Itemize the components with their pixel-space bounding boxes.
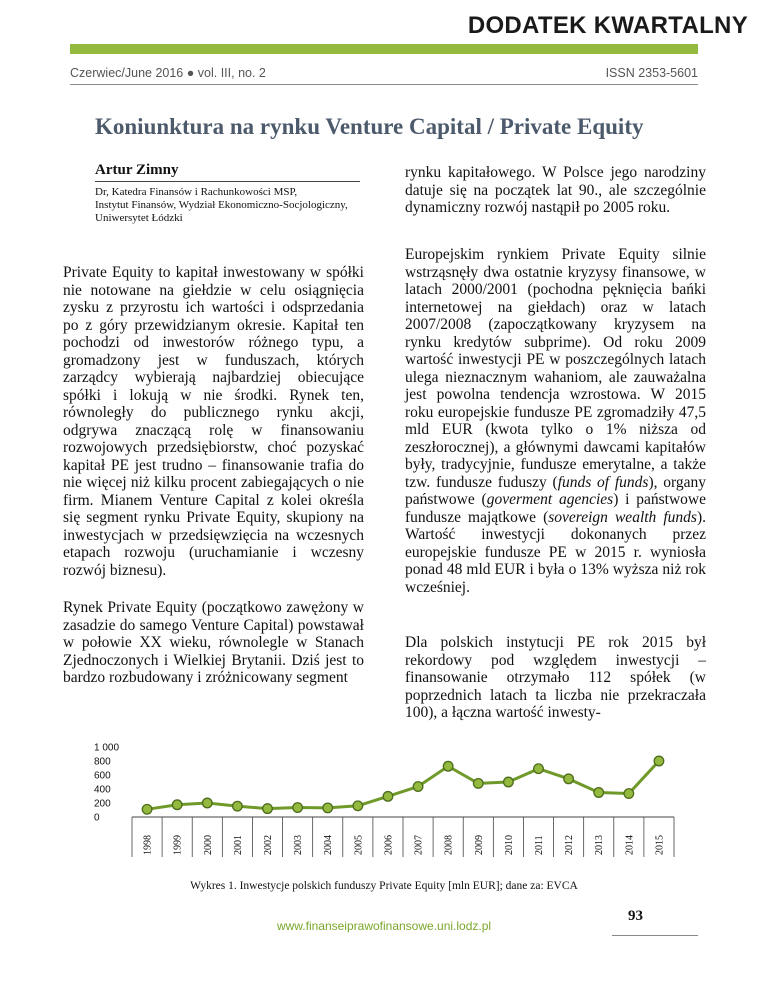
- footer-url[interactable]: www.finanseiprawofinansowe.uni.lodz.pl: [276, 919, 492, 933]
- data-point: [142, 805, 152, 815]
- author-divider: [95, 181, 360, 182]
- emphasis: sovereign wealth funds: [548, 508, 697, 526]
- data-point: [233, 801, 243, 811]
- x-tick-label: 2013: [594, 835, 606, 855]
- data-point: [353, 801, 363, 811]
- x-tick-label: 2008: [443, 835, 455, 855]
- y-tick-label: 400: [94, 784, 111, 796]
- data-point: [293, 803, 303, 813]
- data-point: [473, 779, 483, 789]
- x-tick-label: 2004: [323, 835, 335, 855]
- data-point: [413, 782, 423, 792]
- journal-title: DODATEK KWARTALNY: [467, 12, 748, 39]
- y-tick-label: 600: [94, 770, 111, 782]
- x-tick-label: 2014: [624, 835, 636, 855]
- y-tick-label: 0: [94, 812, 100, 824]
- x-tick-label: 2011: [534, 835, 545, 855]
- data-point: [504, 777, 514, 787]
- x-tick-label: 2009: [473, 835, 485, 855]
- series-line: [147, 761, 659, 809]
- issn: ISSN 2353-5601: [605, 66, 698, 80]
- x-tick-label: 2001: [232, 835, 244, 855]
- affiliation-line: Dr, Katedra Finansów i Rachunkowości MSP,: [95, 186, 298, 198]
- y-tick-label: 1 000: [94, 742, 120, 754]
- data-point: [202, 798, 212, 808]
- x-tick-label: 2007: [413, 835, 425, 855]
- header-divider: [70, 84, 698, 85]
- body-paragraph: rynku kapitałowego. W Polsce jego narodziny datuje się na początek lat 90., ale szczególnie dynamiczny rozwój nastąpił po 2005 roku.: [405, 164, 706, 216]
- data-point: [172, 800, 182, 810]
- body-paragraph: Private Equity to kapitał inwestowany w spółki nie notowane na giełdzie w celu osiągnięcia zysku z przyrostu ich wartości i odsprzedania po z góry przewidzianym okresie. Kapitał ten pochodzi od inwestorów różnego typu, a gromadzony jest w funduszach, których zarządcy wybierają najbardziej obiecujące spółki i lokują w nie środki. Rynek ten, równoległy do publicznego rynku akcji, odgrywa znaczącą rolę w finansowaniu rozwojowych przedsiębiorstw, choć pozyskać kapitał PE jest trudno – finansowanie trafia do nie więcej niż kilku procent zabiegających o nie firm. Mianem Venture Capital z kolei określa się segment rynku Private Equity, skupiony na inwestycjach w przedsięwzięcia na wczesnych etapach rozwoju (uruchamianie i wczesny rozwój biznesu).: [63, 264, 364, 579]
- body-paragraph: Dla polskich instytucji PE rok 2015 był rekordowy pod względem inwestycji – finansowanie otrzymało 112 spółek (w poprzednich latach ta liczba nie przekraczała 100), a łączna wartość inwesty-: [405, 634, 706, 721]
- x-tick-label: 2000: [202, 835, 214, 855]
- x-tick-label: 2005: [353, 835, 365, 855]
- data-point: [654, 756, 664, 766]
- x-tick-label: 2010: [503, 835, 515, 855]
- page-number-divider: [612, 935, 698, 936]
- body-paragraph: Rynek Private Equity (początkowo zawężony w zasadzie do samego Venture Capital) powstawał w połowie XX wieku, równolegle w Stanach Zjednoczonych i Wielkiej Brytanii. Dziś jest to bardzo rozbudowany i zróżnicowany segment: [63, 599, 364, 686]
- page-number: 93: [628, 908, 643, 924]
- article-title: Koniunktura na rynku Venture Capital / Private Equity: [95, 114, 644, 139]
- issue-info: [70, 66, 266, 80]
- issue-label: Czerwiec/June 2016: [70, 66, 184, 80]
- data-point: [534, 764, 544, 774]
- emphasis: funds of funds: [557, 473, 649, 491]
- x-tick-label: 2006: [383, 835, 395, 855]
- x-tick-label: 2015: [654, 835, 666, 855]
- emphasis: goverment agencies: [486, 491, 614, 508]
- volume-label: vol. III, no. 2: [197, 66, 266, 80]
- affiliation-line: Instytut Finansów, Wydział Ekonomiczno-Socjologiczny,: [95, 199, 348, 211]
- x-tick-label: 1999: [172, 835, 184, 855]
- line-chart: [0, 735, 768, 875]
- chart-caption: Wykres 1. Inwestycje polskich funduszy Private Equity [mln EUR]; dane za: EVCA: [190, 880, 578, 892]
- data-point: [594, 788, 604, 798]
- x-tick-label: 1998: [142, 835, 154, 855]
- y-tick-label: 800: [94, 756, 111, 768]
- x-tick-label: 2002: [263, 835, 274, 855]
- author-name: Artur Zimny: [95, 162, 179, 178]
- body-paragraph: Europejskim rynkiem Private Equity silnie wstrząsnęły dwa ostatnie kryzysy finansowe, w latach 2000/2001 (pochodna pęknięcia bańki internetowej na giełdach) oraz w latach 2007/2008 (zapoczątkowany kryzysem na rynku kredytów subprime). Od roku 2009 wartość inwestycji PE w poszczególnych latach ulega nieznacznym wahaniom, ale zauważalna jest powolna tendencja wzrostowa. W 2015 roku europejskie fundusze PE zgromadziły 47,5 mld EUR (kwota tylko o 1% niższa od zeszłorocznej), a głównymi dawcami kapitałów były, tradycyjnie, fundusze emerytalne, a także tzw. fundusze fuduszy (funds of funds), organy państwowe (goverment agencies) i państwowe fundusze majątkowe (sovereign wealth funds). Wartość inwestycji dokonanych przez europejskie fundusze PE w 2015 r. wyniosła ponad 48 mld EUR i była o 13% wyższa niż rok wcześniej.: [405, 246, 707, 596]
- data-point: [263, 804, 273, 814]
- x-tick-label: 2012: [564, 835, 576, 855]
- data-point: [443, 761, 453, 771]
- data-point: [323, 803, 333, 813]
- data-point: [383, 792, 393, 802]
- affiliation-line: Uniwersytet Łódzki: [95, 212, 183, 224]
- y-tick-label: 200: [94, 798, 111, 810]
- data-point: [624, 789, 634, 799]
- x-tick-label: 2003: [293, 835, 305, 855]
- header-accent-bar: [70, 44, 698, 54]
- data-point: [564, 774, 574, 784]
- author-affiliation: [95, 186, 375, 225]
- bullet-icon: ●: [186, 66, 198, 80]
